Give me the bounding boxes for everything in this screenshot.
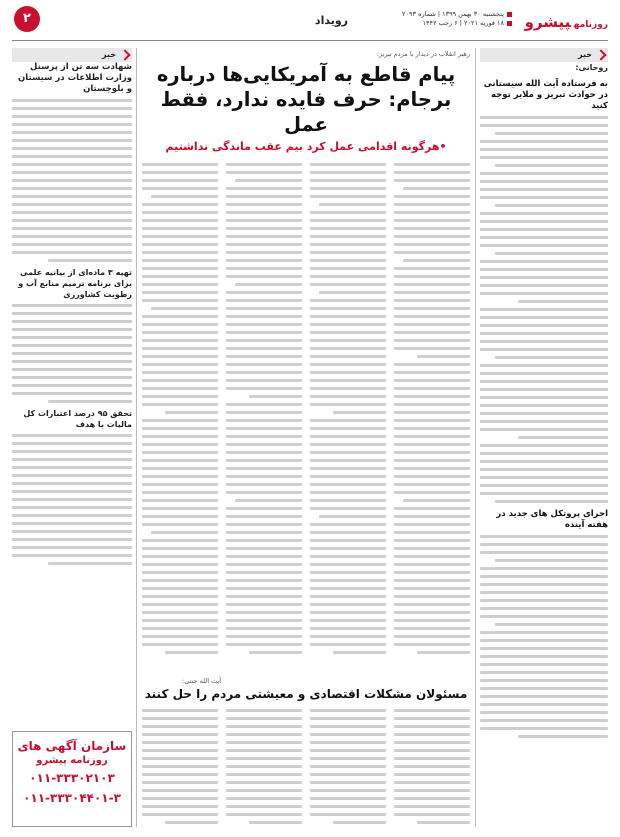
right-column — [480, 62, 608, 827]
bottom-col-1 — [394, 709, 470, 827]
brand-name: پیشرو — [524, 13, 571, 31]
left-news-tag — [12, 48, 132, 62]
header-divider — [12, 40, 608, 41]
left-tag-label: خبر — [101, 50, 116, 59]
right-title[interactable]: به فرستاده آیت الله سیستانی در حوادث تبریز و ملایر توجه کنید — [483, 79, 608, 111]
column-divider-left — [136, 48, 137, 827]
ad-subtitle: روزنامه پیشرو — [36, 755, 108, 766]
dateline — [402, 10, 512, 28]
main-columns — [142, 163, 470, 659]
right-kicker: روحانی: — [575, 63, 608, 72]
date-line-2: ۱۸ فوریه ۲۰۲۱ | ۶ رجب ۱۴۴۲ — [422, 19, 504, 27]
bottom-kicker: آیت الله جنتی: — [182, 677, 222, 685]
section-title: رویداد — [314, 14, 348, 27]
right-body-text-2 — [480, 535, 608, 738]
brand-prefix: روزنامه — [573, 20, 608, 30]
date-marker-icon — [507, 12, 512, 17]
right-subtitle[interactable]: اجرای پروتکل های جدید در هفته آینده — [496, 509, 608, 530]
left-headline-2[interactable]: تهیه ۳ ماده‌ای از بیانیه علمی برای برنامه ترمیم منابع آب و رطوبت کشاورزی — [18, 268, 132, 299]
bottom-col-3 — [226, 709, 302, 827]
left-column — [12, 62, 132, 827]
main-story — [142, 46, 470, 827]
column-divider-right — [475, 48, 476, 827]
chevron-icon — [595, 49, 606, 60]
advertising-box[interactable] — [12, 731, 132, 827]
bottom-col-2 — [310, 709, 386, 827]
bottom-story-title[interactable]: مسئولان مشکلات اقتصادی و معیشتی مردم را حل کنند — [144, 687, 468, 701]
left-headline-3[interactable]: تحقق ۹۵ درصد اعتبارات کل مالیات با هدف — [23, 409, 132, 429]
chevron-icon — [119, 49, 130, 60]
masthead — [12, 6, 608, 38]
main-col-3 — [226, 163, 302, 659]
main-kicker: رهبر انقلاب در دیدار با مردم تبریز: — [376, 50, 470, 58]
date-marker-icon — [507, 21, 512, 26]
left-body-3 — [12, 434, 132, 565]
right-tag-label: خبر — [577, 50, 592, 59]
right-body-text — [480, 116, 608, 503]
main-subhead: •هرگونه اقدامی عمل کرد بیم عقب ماندگی نداشتیم — [165, 140, 447, 153]
main-col-1 — [394, 163, 470, 659]
left-headline-1[interactable]: شهادت سه تن از پرسنل وزارت اطلاعات در سیستان و بلوچستان — [18, 62, 132, 94]
ad-title: سازمان آگهی های — [17, 739, 127, 753]
main-headline[interactable]: پیام قاطع به آمریکایی‌ها درباره برجام: حرف فایده ندارد، فقط عمل — [156, 63, 456, 136]
left-body-1 — [12, 99, 132, 262]
right-news-tag — [480, 48, 608, 62]
left-body-2 — [12, 304, 132, 403]
date-line-1: پنجشنبه ۳۰ بهمن ۱۳۹۹ | شماره ۲۰۹۳ — [402, 10, 504, 18]
main-col-2 — [310, 163, 386, 659]
ad-phone-1[interactable]: ۰۱۱-۳۳۳۰۲۱۰۳ — [29, 771, 115, 785]
bottom-col-4 — [142, 709, 218, 827]
brand-logo[interactable] — [518, 6, 608, 38]
main-col-4 — [142, 163, 218, 659]
ad-phone-2[interactable]: ۰۱۱-۳۳۳۰۴۴۰۱-۳ — [23, 791, 121, 805]
page-number-badge: ۲ — [14, 6, 40, 32]
bottom-story-columns — [142, 709, 470, 827]
